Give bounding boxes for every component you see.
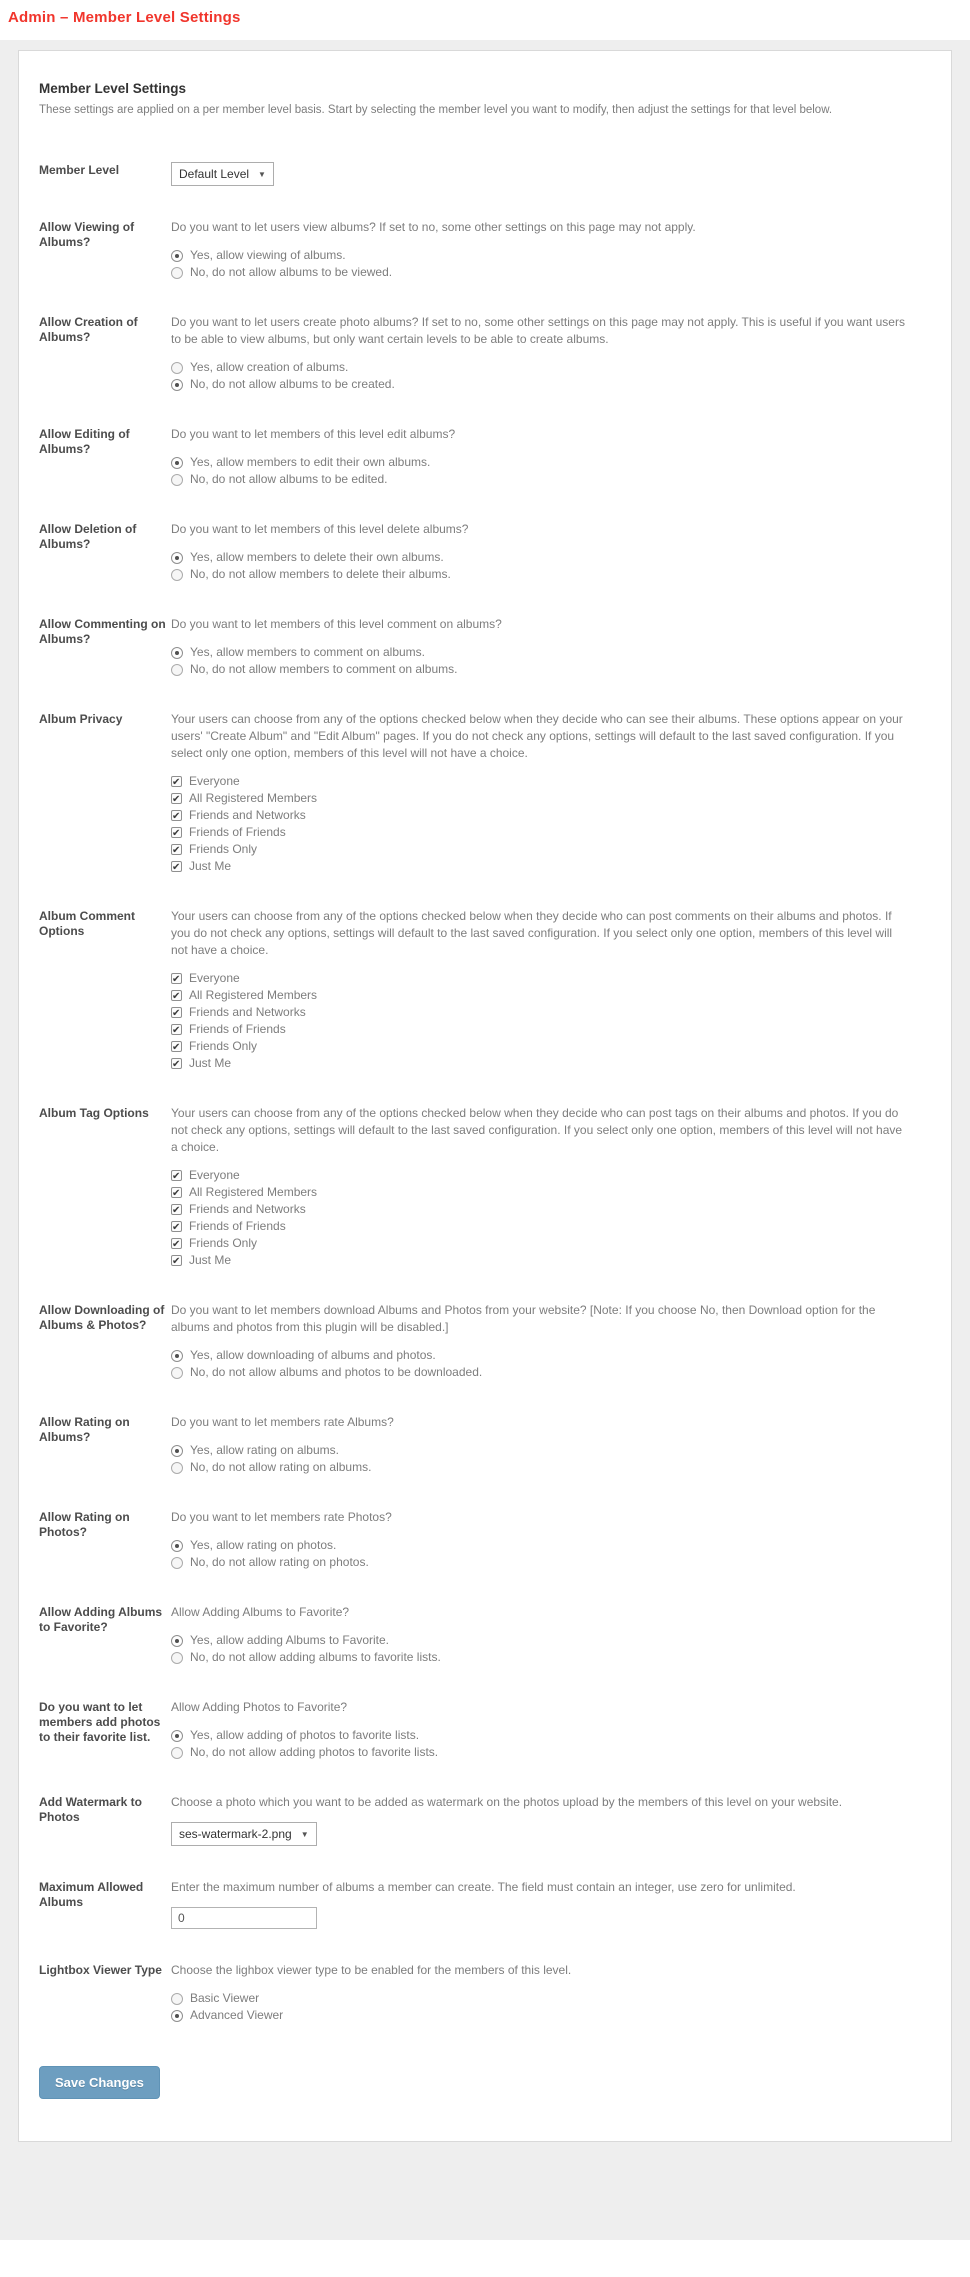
settings-form xyxy=(39,162,929,2099)
checkbox-checked-icon[interactable] xyxy=(171,1187,182,1198)
setting-description: Enter the maximum number of albums a member can create. The field must contain an integer, use zero for unlimited. xyxy=(171,1880,796,1894)
setting-row-allow-deletion xyxy=(39,521,929,583)
allow-editing-radio-option[interactable] xyxy=(171,471,909,488)
option-label: Just Me xyxy=(189,1253,232,1267)
setting-description: Your users can choose from any of the options checked below when they decide who can see their albums. These options appear on your users' "Create Album" and "Edit Album" pages. If you do not check any options, settings will default to the last saved configuration. If you select only one option, members of this level will not have a choice. xyxy=(171,712,903,760)
radio-unchecked-icon[interactable] xyxy=(171,267,183,279)
setting-row-allow-creation xyxy=(39,314,929,393)
setting-options xyxy=(171,359,909,393)
album-tag-options-checkbox-option[interactable] xyxy=(171,1167,909,1184)
setting-options xyxy=(171,549,909,583)
allow-creation-radio-option[interactable] xyxy=(171,376,909,393)
page-title: Admin – Member Level Settings xyxy=(8,9,241,26)
setting-control xyxy=(171,1962,909,2024)
setting-control xyxy=(171,1105,909,1269)
setting-label: Allow Deletion of Albums? xyxy=(39,522,137,551)
option-label: Yes, allow members to delete their own albums. xyxy=(190,550,444,564)
allow-deletion-radio-option[interactable] xyxy=(171,566,909,583)
setting-description: Do you want to let members of this level edit albums? xyxy=(171,427,456,441)
setting-description: Do you want to let members download Albums and Photos from your website? [Note: If you choose No, then Download option for the albums and photos from this plugin will be disabled.] xyxy=(171,1303,876,1334)
album-tag-options-checkbox-option[interactable] xyxy=(171,1218,909,1235)
allow-rating-albums-radio-option[interactable] xyxy=(171,1442,909,1459)
lightbox-viewer-type-radio-option[interactable] xyxy=(171,1990,909,2007)
allow-downloading-radio-option[interactable] xyxy=(171,1364,909,1381)
setting-options xyxy=(171,644,909,678)
setting-row-album-privacy xyxy=(39,711,929,875)
setting-label: Allow Rating on Albums? xyxy=(39,1415,130,1444)
allow-adding-photos-favorite-radio-option[interactable] xyxy=(171,1744,909,1761)
option-label: Friends of Friends xyxy=(189,825,286,839)
setting-options xyxy=(171,1822,909,1846)
setting-label: Maximum Allowed Albums xyxy=(39,1880,144,1909)
radio-unchecked-icon[interactable] xyxy=(171,1652,183,1664)
allow-editing-radio-option[interactable] xyxy=(171,454,909,471)
setting-control xyxy=(171,1699,909,1761)
allow-viewing-radio-option[interactable] xyxy=(171,264,909,281)
radio-unchecked-icon[interactable] xyxy=(171,664,183,676)
checkbox-checked-icon[interactable] xyxy=(171,1255,182,1266)
setting-label: Allow Editing of Albums? xyxy=(39,427,130,456)
radio-unchecked-icon[interactable] xyxy=(171,1367,183,1379)
option-label: Yes, allow rating on albums. xyxy=(190,1443,339,1457)
setting-control xyxy=(171,616,909,678)
setting-row-member-level xyxy=(39,162,929,186)
album-privacy-checkbox-option[interactable] xyxy=(171,790,909,807)
page-background xyxy=(0,40,970,2240)
radio-checked-icon[interactable] xyxy=(171,1350,183,1362)
allow-adding-photos-favorite-radio-option[interactable] xyxy=(171,1727,909,1744)
allow-adding-albums-favorite-radio-option[interactable] xyxy=(171,1649,909,1666)
option-label: Basic Viewer xyxy=(190,1991,260,2005)
setting-description: Do you want to let users view albums? If set to no, some other settings on this page may not apply. xyxy=(171,220,696,234)
album-privacy-checkbox-option[interactable] xyxy=(171,824,909,841)
setting-row-allow-viewing xyxy=(39,219,929,281)
setting-label: Lightbox Viewer Type xyxy=(39,1963,162,1977)
allow-adding-albums-favorite-radio-option[interactable] xyxy=(171,1632,909,1649)
radio-unchecked-icon[interactable] xyxy=(171,569,183,581)
option-label: Friends and Networks xyxy=(189,808,306,822)
allow-deletion-radio-option[interactable] xyxy=(171,549,909,566)
option-label: All Registered Members xyxy=(189,791,318,805)
checkbox-checked-icon[interactable] xyxy=(171,1058,182,1069)
setting-row-maximum-allowed-albums xyxy=(39,1879,929,1929)
setting-options xyxy=(171,970,909,1072)
setting-control xyxy=(171,908,909,1072)
album-comment-options-checkbox-option[interactable] xyxy=(171,987,909,1004)
setting-description: Allow Adding Photos to Favorite? xyxy=(171,1700,348,1714)
setting-label: Album Comment Options xyxy=(39,909,135,938)
checkbox-checked-icon[interactable] xyxy=(171,1204,182,1215)
setting-options xyxy=(171,162,909,186)
setting-row-album-comment-options xyxy=(39,908,929,1072)
setting-options xyxy=(171,1537,909,1571)
setting-options xyxy=(171,1167,909,1269)
option-label: Yes, allow adding of photos to favorite lists. xyxy=(190,1728,420,1742)
option-label: Yes, allow downloading of albums and photos. xyxy=(190,1348,436,1362)
setting-description: Do you want to let members rate Photos? xyxy=(171,1510,392,1524)
setting-options xyxy=(171,1907,909,1929)
option-label: Yes, allow rating on photos. xyxy=(190,1538,337,1552)
selected-value: ses-watermark-2.png xyxy=(179,1827,292,1841)
album-tag-options-checkbox-option[interactable] xyxy=(171,1252,909,1269)
setting-row-allow-downloading xyxy=(39,1302,929,1381)
album-comment-options-checkbox-option[interactable] xyxy=(171,1021,909,1038)
radio-checked-icon[interactable] xyxy=(171,2010,183,2022)
setting-description: Choose a photo which you want to be added as watermark on the photos upload by the members of this level on your website. xyxy=(171,1795,843,1809)
radio-unchecked-icon[interactable] xyxy=(171,1557,183,1569)
allow-rating-albums-radio-option[interactable] xyxy=(171,1459,909,1476)
setting-description: Allow Adding Albums to Favorite? xyxy=(171,1605,350,1619)
setting-label: Add Watermark to Photos xyxy=(39,1795,142,1824)
setting-label: Allow Viewing of Albums? xyxy=(39,220,135,249)
setting-label: Allow Adding Albums to Favorite? xyxy=(39,1605,163,1634)
radio-checked-icon[interactable] xyxy=(171,1445,183,1457)
setting-control xyxy=(171,711,909,875)
option-label: Yes, allow viewing of albums. xyxy=(190,248,346,262)
radio-unchecked-icon[interactable] xyxy=(171,362,183,374)
setting-options xyxy=(171,1990,909,2024)
album-comment-options-checkbox-option[interactable] xyxy=(171,1038,909,1055)
option-label: Everyone xyxy=(189,971,240,985)
setting-description: Your users can choose from any of the options checked below when they decide who can post tags on their albums and photos. If you do not check any options, settings will default to the last saved configuration. If you select only one option, members of this level will not have a choice. xyxy=(171,1106,903,1154)
option-label: No, do not allow albums to be viewed. xyxy=(190,265,393,279)
setting-control xyxy=(171,1604,909,1666)
setting-label: Do you want to let members add photos to their favorite list. xyxy=(39,1700,161,1744)
radio-checked-icon[interactable] xyxy=(171,250,183,262)
album-comment-options-checkbox-option[interactable] xyxy=(171,970,909,987)
album-comment-options-checkbox-option[interactable] xyxy=(171,1004,909,1021)
radio-unchecked-icon[interactable] xyxy=(171,1747,183,1759)
checkbox-checked-icon[interactable] xyxy=(171,810,182,821)
checkbox-checked-icon[interactable] xyxy=(171,861,182,872)
member-level-select[interactable] xyxy=(171,162,274,186)
setting-label: Album Privacy xyxy=(39,712,123,726)
option-label: Friends of Friends xyxy=(189,1022,286,1036)
radio-checked-icon[interactable] xyxy=(171,552,183,564)
setting-options xyxy=(171,1347,909,1381)
option-label: Friends Only xyxy=(189,1039,258,1053)
allow-viewing-radio-option[interactable] xyxy=(171,247,909,264)
checkbox-checked-icon[interactable] xyxy=(171,973,182,984)
setting-options xyxy=(171,1632,909,1666)
checkbox-checked-icon[interactable] xyxy=(171,776,182,787)
setting-control xyxy=(171,426,909,488)
setting-label: Album Tag Options xyxy=(39,1106,149,1120)
setting-control xyxy=(171,521,909,583)
checkbox-checked-icon[interactable] xyxy=(171,1221,182,1232)
option-label: All Registered Members xyxy=(189,1185,318,1199)
option-label: No, do not allow adding photos to favorite lists. xyxy=(190,1745,439,1759)
checkbox-checked-icon[interactable] xyxy=(171,844,182,855)
setting-options xyxy=(171,773,909,875)
album-privacy-checkbox-option[interactable] xyxy=(171,858,909,875)
setting-options xyxy=(171,1442,909,1476)
checkbox-checked-icon[interactable] xyxy=(171,1007,182,1018)
option-label: No, do not allow albums to be edited. xyxy=(190,472,388,486)
checkbox-checked-icon[interactable] xyxy=(171,1170,182,1181)
lightbox-viewer-type-radio-option[interactable] xyxy=(171,2007,909,2024)
setting-description: Choose the lighbox viewer type to be enabled for the members of this level. xyxy=(171,1963,572,1977)
setting-control xyxy=(171,1302,909,1381)
option-label: Everyone xyxy=(189,774,240,788)
setting-options xyxy=(171,247,909,281)
option-label: No, do not allow albums and photos to be downloaded. xyxy=(190,1365,483,1379)
setting-row-add-watermark xyxy=(39,1794,929,1846)
radio-unchecked-icon[interactable] xyxy=(171,1993,183,2005)
option-label: Friends Only xyxy=(189,842,258,856)
setting-label: Allow Commenting on Albums? xyxy=(39,617,166,646)
setting-description: Do you want to let members of this level comment on albums? xyxy=(171,617,502,631)
album-privacy-checkbox-option[interactable] xyxy=(171,841,909,858)
save-changes-button[interactable]: Save Changes xyxy=(39,2066,160,2099)
checkbox-checked-icon[interactable] xyxy=(171,793,182,804)
setting-row-lightbox-viewer-type xyxy=(39,1962,929,2024)
setting-options xyxy=(171,1727,909,1761)
option-label: Friends of Friends xyxy=(189,1219,286,1233)
settings-panel xyxy=(18,50,952,2142)
page-header xyxy=(0,0,970,40)
option-label: No, do not allow rating on albums. xyxy=(190,1460,372,1474)
radio-checked-icon[interactable] xyxy=(171,647,183,659)
add-watermark-select[interactable] xyxy=(171,1822,317,1846)
setting-row-allow-adding-albums-favorite xyxy=(39,1604,929,1666)
setting-control xyxy=(171,1509,909,1571)
option-label: Just Me xyxy=(189,859,232,873)
setting-description: Your users can choose from any of the options checked below when they decide who can post comments on their albums and photos. If you do not check any options, settings will default to the last saved configuration. If you select only one option, members of this level will not have a choice. xyxy=(171,909,893,957)
maximum-allowed-albums-input[interactable] xyxy=(171,1907,317,1929)
album-comment-options-checkbox-option[interactable] xyxy=(171,1055,909,1072)
option-label: All Registered Members xyxy=(189,988,318,1002)
option-label: Friends Only xyxy=(189,1236,258,1250)
setting-row-allow-rating-albums xyxy=(39,1414,929,1476)
checkbox-checked-icon[interactable] xyxy=(171,1041,182,1052)
setting-label: Allow Downloading of Albums & Photos? xyxy=(39,1303,165,1332)
option-label: Just Me xyxy=(189,1056,232,1070)
allow-commenting-radio-option[interactable] xyxy=(171,661,909,678)
radio-checked-icon[interactable] xyxy=(171,1540,183,1552)
setting-label: Allow Rating on Photos? xyxy=(39,1510,130,1539)
option-label: Yes, allow members to edit their own albums. xyxy=(190,455,431,469)
allow-commenting-radio-option[interactable] xyxy=(171,644,909,661)
setting-control xyxy=(171,219,909,281)
checkbox-checked-icon[interactable] xyxy=(171,1024,182,1035)
dropdown-arrow-icon: ▼ xyxy=(258,169,266,179)
allow-creation-radio-option[interactable] xyxy=(171,359,909,376)
checkbox-checked-icon[interactable] xyxy=(171,827,182,838)
setting-label: Member Level xyxy=(39,163,120,177)
allow-rating-photos-radio-option[interactable] xyxy=(171,1537,909,1554)
setting-row-album-tag-options xyxy=(39,1105,929,1269)
radio-unchecked-icon[interactable] xyxy=(171,1462,183,1474)
album-tag-options-checkbox-option[interactable] xyxy=(171,1235,909,1252)
setting-control xyxy=(171,1414,909,1476)
setting-row-allow-adding-photos-favorite xyxy=(39,1699,929,1761)
radio-checked-icon[interactable] xyxy=(171,457,183,469)
selected-value: Default Level xyxy=(179,167,250,181)
option-label: No, do not allow adding albums to favorite lists. xyxy=(190,1650,441,1664)
option-label: Advanced Viewer xyxy=(190,2008,284,2022)
album-privacy-checkbox-option[interactable] xyxy=(171,807,909,824)
option-label: No, do not allow members to delete their albums. xyxy=(190,567,451,581)
option-label: No, do not allow members to comment on albums. xyxy=(190,662,458,676)
album-tag-options-checkbox-option[interactable] xyxy=(171,1201,909,1218)
checkbox-checked-icon[interactable] xyxy=(171,1238,182,1249)
setting-control xyxy=(171,1794,909,1846)
option-label: Friends and Networks xyxy=(189,1202,306,1216)
setting-description: Do you want to let members of this level delete albums? xyxy=(171,522,469,536)
option-label: No, do not allow rating on photos. xyxy=(190,1555,369,1569)
album-tag-options-checkbox-option[interactable] xyxy=(171,1184,909,1201)
setting-description: Do you want to let members rate Albums? xyxy=(171,1415,394,1429)
radio-checked-icon[interactable] xyxy=(171,1730,183,1742)
setting-control xyxy=(171,314,909,393)
allow-rating-photos-radio-option[interactable] xyxy=(171,1554,909,1571)
album-privacy-checkbox-option[interactable] xyxy=(171,773,909,790)
setting-row-allow-rating-photos xyxy=(39,1509,929,1571)
dropdown-arrow-icon: ▼ xyxy=(300,1829,309,1839)
radio-unchecked-icon[interactable] xyxy=(171,474,183,486)
setting-row-allow-editing xyxy=(39,426,929,488)
radio-checked-icon[interactable] xyxy=(171,379,183,391)
option-label: No, do not allow albums to be created. xyxy=(190,377,395,391)
radio-checked-icon[interactable] xyxy=(171,1635,183,1647)
option-label: Yes, allow members to comment on albums. xyxy=(190,645,425,659)
allow-downloading-radio-option[interactable] xyxy=(171,1347,909,1364)
save-row xyxy=(39,2066,929,2099)
option-label: Friends and Networks xyxy=(189,1005,306,1019)
setting-description: Do you want to let users create photo albums? If set to no, some other settings on this page may not apply. This is useful if you want users to be able to view albums, but only want certain levels to be able to create albums. xyxy=(171,315,905,346)
setting-control xyxy=(171,1879,909,1929)
panel-subtitle: These settings are applied on a per member level basis. Start by selecting the member level you want to modify, then adjust the settings for that level below. xyxy=(39,104,833,116)
setting-control xyxy=(171,162,909,186)
option-label: Yes, allow creation of albums. xyxy=(190,360,349,374)
checkbox-checked-icon[interactable] xyxy=(171,990,182,1001)
setting-row-allow-commenting xyxy=(39,616,929,678)
setting-options xyxy=(171,454,909,488)
panel-title: Member Level Settings xyxy=(39,81,187,96)
setting-label: Allow Creation of Albums? xyxy=(39,315,138,344)
option-label: Yes, allow adding Albums to Favorite. xyxy=(190,1633,390,1647)
option-label: Everyone xyxy=(189,1168,240,1182)
